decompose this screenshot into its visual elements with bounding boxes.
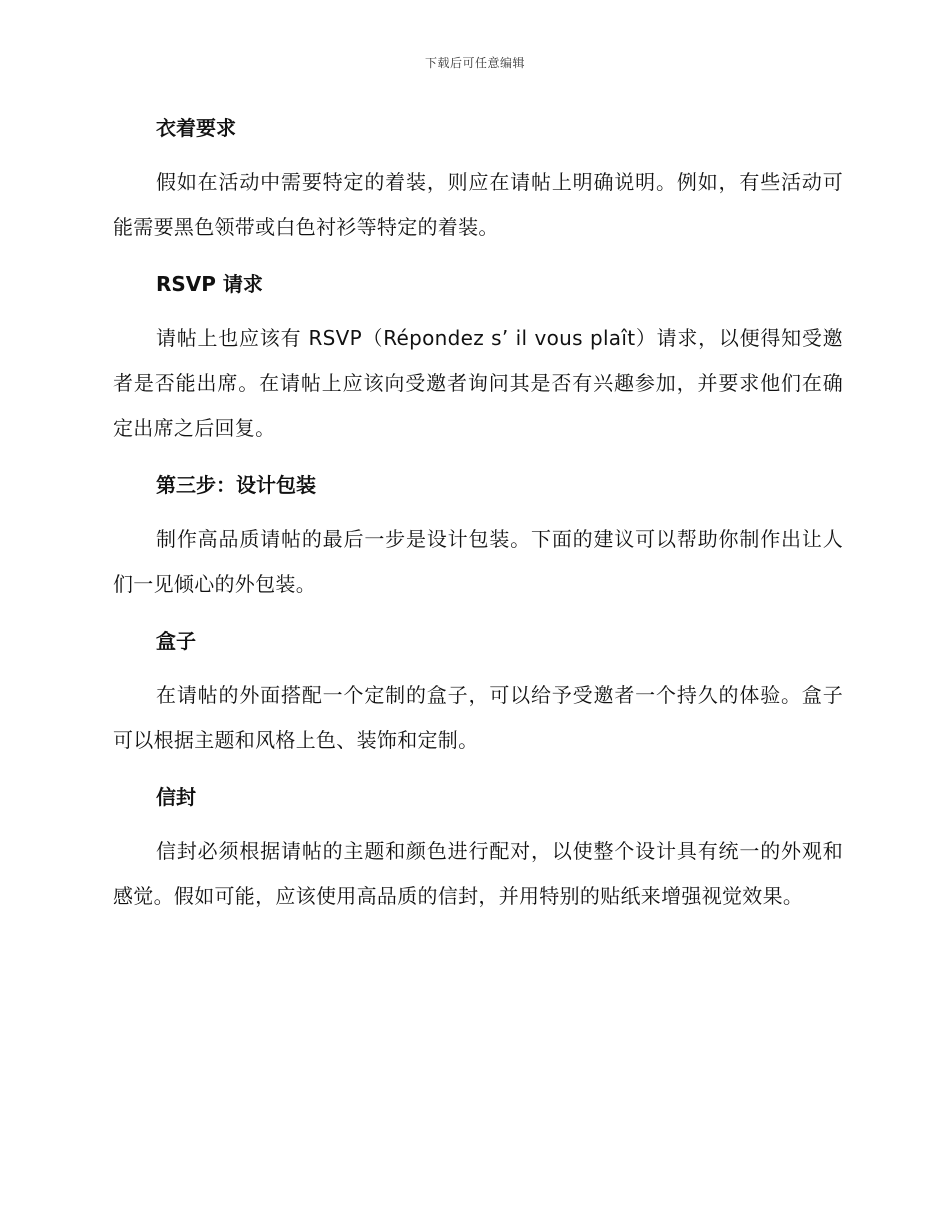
- section-paragraph-rsvp: 请帖上也应该有 RSVP（Répondez s’ il vous plaît）请求，以便得知受邀者是否能出席。在请帖上应该向受邀者询问其是否有兴趣参加，并要求他们在确定出席之后回复。: [113, 326, 843, 440]
- section-heading-envelope: 信封: [156, 785, 196, 809]
- section-paragraph-envelope: 信封必须根据请帖的主题和颜色进行配对，以使整个设计具有统一的外观和感觉。假如可能，应该使用高品质的信封，并用特别的贴纸来增强视觉效果。: [113, 839, 843, 908]
- section-heading-step-three: 第三步：设计包装: [156, 473, 316, 497]
- section-heading-dress-code: 衣着要求: [156, 116, 236, 140]
- section-paragraph-step-three: 制作高品质请帖的最后一步是设计包装。下面的建议可以帮助你制作出让人们一见倾心的外包装。: [113, 527, 843, 596]
- section-heading-box: 盒子: [156, 629, 196, 653]
- section-heading-rsvp: RSVP 请求: [156, 272, 263, 296]
- document-body: [113, 108, 843, 933]
- section-paragraph-box: 在请帖的外面搭配一个定制的盒子，可以给予受邀者一个持久的体验。盒子可以根据主题和风格上色、装饰和定制。: [113, 683, 843, 752]
- page-header: 下载后可任意编辑: [424, 56, 525, 70]
- section-paragraph-dress-code: 假如在活动中需要特定的着装，则应在请帖上明确说明。例如，有些活动可能需要黑色领带或白色衬衫等特定的着装。: [113, 170, 843, 239]
